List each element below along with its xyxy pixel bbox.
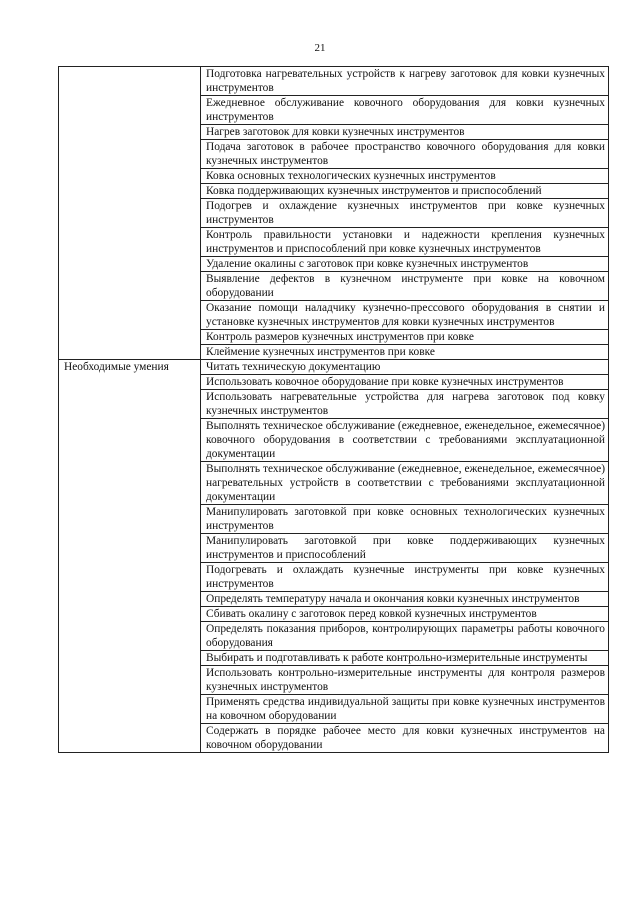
- requirement-item: Подача заготовок в рабочее пространство ковочного оборудования для ковки кузнечных инструментов: [201, 140, 609, 169]
- requirement-item: Подогрев и охлаждение кузнечных инструментов при ковке кузнечных инструментов: [201, 199, 609, 228]
- requirement-item: Применять средства индивидуальной защиты при ковке кузнечных инструментов на ковочном оборудовании: [201, 695, 609, 724]
- requirement-item: Содержать в порядке рабочее место для ковки кузнечных инструментов на ковочном оборудовании: [201, 724, 609, 753]
- requirement-item: Использовать нагревательные устройства для нагрева заготовок под ковку кузнечных инструментов: [201, 390, 609, 419]
- table-row: [59, 360, 609, 375]
- requirement-item: Ковка основных технологических кузнечных инструментов: [201, 169, 609, 184]
- requirement-item: Читать техническую документацию: [201, 360, 609, 375]
- requirement-item: Подогревать и охлаждать кузнечные инструменты при ковке кузнечных инструментов: [201, 563, 609, 592]
- requirement-item: Использовать контрольно-измерительные инструменты для контроля размеров кузнечных инструментов: [201, 666, 609, 695]
- table-row: [59, 67, 609, 96]
- requirement-item: Манипулировать заготовкой при ковке основных технологических кузнечных инструментов: [201, 505, 609, 534]
- requirement-item: Удаление окалины с заготовок при ковке кузнечных инструментов: [201, 257, 609, 272]
- page-number: 21: [314, 42, 326, 54]
- requirement-item: Манипулировать заготовкой при ковке поддерживающих кузнечных инструментов и приспособлений: [201, 534, 609, 563]
- requirement-item: Выполнять техническое обслуживание (ежедневное, еженедельное, ежемесячное) ковочного оборудования в соответствии с требованиями эксплуатационной документации: [201, 419, 609, 462]
- requirement-item: Выявление дефектов в кузнечном инструменте при ковке на ковочном оборудовании: [201, 272, 609, 301]
- requirement-item: Ковка поддерживающих кузнечных инструментов и приспособлений: [201, 184, 609, 199]
- requirement-item: Контроль размеров кузнечных инструментов при ковке: [201, 330, 609, 345]
- requirement-item: Контроль правильности установки и надежности крепления кузнечных инструментов и приспособлений при ковке кузнечных инструментов: [201, 228, 609, 257]
- requirement-item: Оказание помощи наладчику кузнечно-прессового оборудования в снятии и установке кузнечных инструментов для ковки кузнечных инструментов: [201, 301, 609, 330]
- requirement-item: Ежедневное обслуживание ковочного оборудования для ковки кузнечных инструментов: [201, 96, 609, 125]
- requirement-item: Выполнять техническое обслуживание (ежедневное, еженедельное, ежемесячное) нагревательных устройств в соответствии с требованиями эксплуатационной документации: [201, 462, 609, 505]
- section-label-cell: [59, 67, 201, 360]
- requirement-item: Сбивать окалину с заготовок перед ковкой кузнечных инструментов: [201, 607, 609, 622]
- requirement-item: Клеймение кузнечных инструментов при ковке: [201, 345, 609, 360]
- requirement-item: Нагрев заготовок для ковки кузнечных инструментов: [201, 125, 609, 140]
- requirement-item: Определять температуру начала и окончания ковки кузнечных инструментов: [201, 592, 609, 607]
- section-label-cell: Необходимые умения: [59, 360, 201, 753]
- table-body: [59, 67, 609, 753]
- requirements-table: [58, 66, 609, 753]
- requirement-item: Определять показания приборов, контролирующих параметры работы ковочного оборудования: [201, 622, 609, 651]
- requirement-item: Подготовка нагревательных устройств к нагреву заготовок для ковки кузнечных инструментов: [201, 67, 609, 96]
- requirement-item: Выбирать и подготавливать к работе контрольно-измерительные инструменты: [201, 651, 609, 666]
- requirement-item: Использовать ковочное оборудование при ковке кузнечных инструментов: [201, 375, 609, 390]
